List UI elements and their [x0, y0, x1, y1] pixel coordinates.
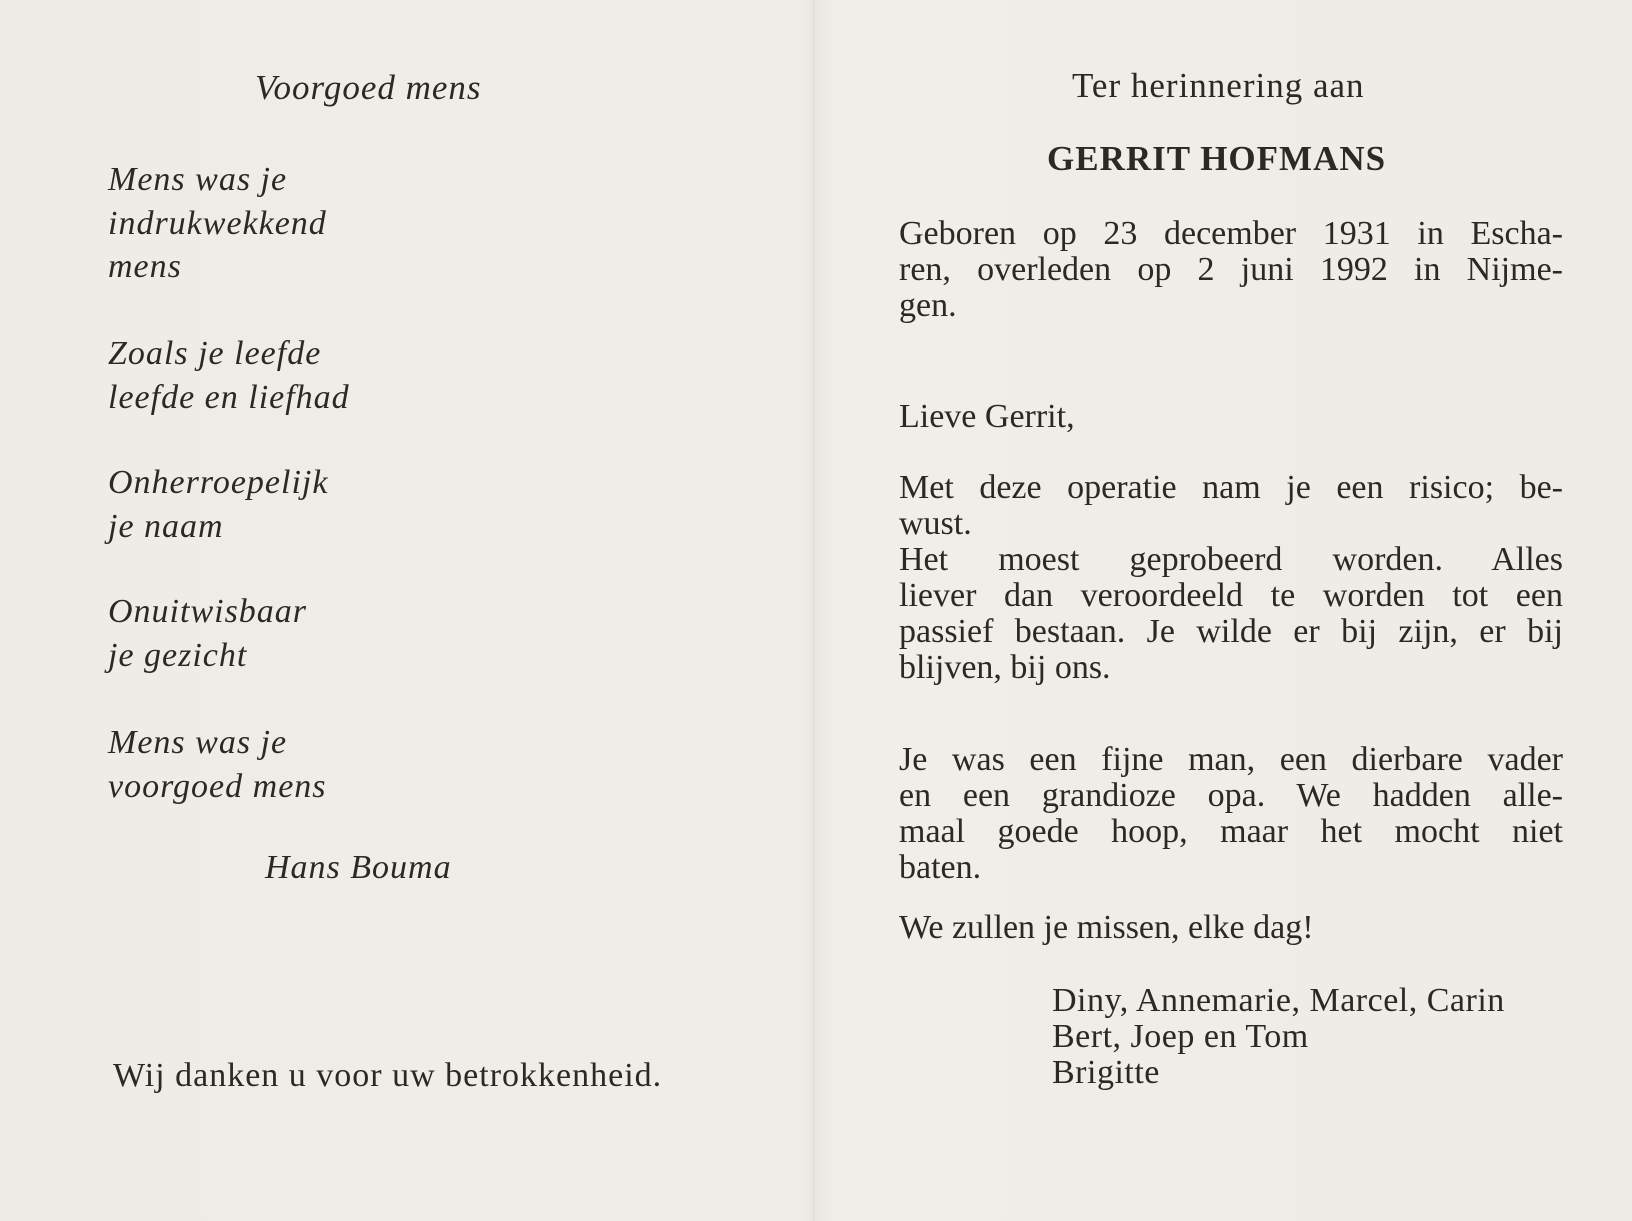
poem-line: leefde en liefhad	[108, 378, 350, 416]
poem-line: Zoals je leefde	[108, 335, 322, 372]
poem-author: Hans Bouma	[265, 849, 452, 886]
poem-line: mens	[108, 248, 182, 285]
miss-paragraph	[899, 910, 1563, 946]
greeting	[899, 399, 1563, 435]
thanks-note: Wij danken u voor uw betrokkenheid.	[113, 1057, 663, 1094]
paragraph-line: We zullen je missen, elke dag!	[899, 909, 1314, 946]
poem-stanza	[108, 590, 307, 677]
deceased-name: GERRIT HOFMANS	[1047, 139, 1387, 178]
signature-line: Bert, Joep en Tom	[1052, 1018, 1309, 1055]
birth-death-paragraph	[899, 216, 1563, 324]
paragraph-line: liever dan veroordeeld te worden tot een	[899, 577, 1563, 614]
paragraph-line: en een grandioze opa. We hadden alle-	[899, 777, 1563, 814]
paragraph-line: Het moest geprobeerd worden. Alles	[899, 541, 1563, 578]
poem-line: Onherroepelijk	[108, 464, 329, 501]
poem-title: Voorgoed mens	[255, 68, 482, 107]
poem-line: indrukwekkend	[108, 204, 327, 242]
family-paragraph	[899, 742, 1563, 886]
poem-line: Onuitwisbaar	[108, 593, 308, 630]
paragraph-line: blijven, bij ons.	[899, 649, 1111, 686]
poem-line: je gezicht	[108, 636, 248, 674]
operation-paragraph	[899, 470, 1563, 686]
paragraph-line: Met deze operatie nam je een risico; be-	[899, 469, 1563, 506]
paragraph-line: passief bestaan. Je wilde er bij zijn, er bij	[899, 613, 1563, 650]
poem-stanza	[108, 158, 327, 289]
right-page	[815, 0, 1632, 1221]
poem-stanza	[108, 721, 327, 808]
paragraph-line: Je was een fijne man, een dierbare vader	[899, 741, 1563, 778]
poem-stanza	[108, 332, 350, 419]
poem-line: voorgoed mens	[108, 767, 327, 805]
poem-stanza	[108, 461, 328, 548]
signatures	[1052, 983, 1505, 1091]
signature-line: Diny, Annemarie, Marcel, Carin	[1052, 982, 1505, 1019]
paragraph-line: wust.	[899, 505, 972, 542]
poem-line: je naam	[108, 507, 224, 545]
signature-line: Brigitte	[1052, 1054, 1160, 1091]
left-page	[0, 0, 812, 1221]
poem-line: Mens was je	[108, 724, 288, 761]
paragraph-line: baten.	[899, 849, 982, 886]
paragraph-line: Geboren op 23 december 1931 in Escha-	[899, 215, 1563, 252]
memory-heading: Ter herinnering aan	[1072, 66, 1365, 105]
paragraph-line: maal goede hoop, maar het mocht niet	[899, 813, 1563, 850]
poem-line: Mens was je	[108, 161, 288, 198]
paragraph-line: ren, overleden op 2 juni 1992 in Nijme-	[899, 251, 1563, 288]
paragraph-line: gen.	[899, 287, 957, 324]
greeting-line: Lieve Gerrit,	[899, 398, 1075, 435]
